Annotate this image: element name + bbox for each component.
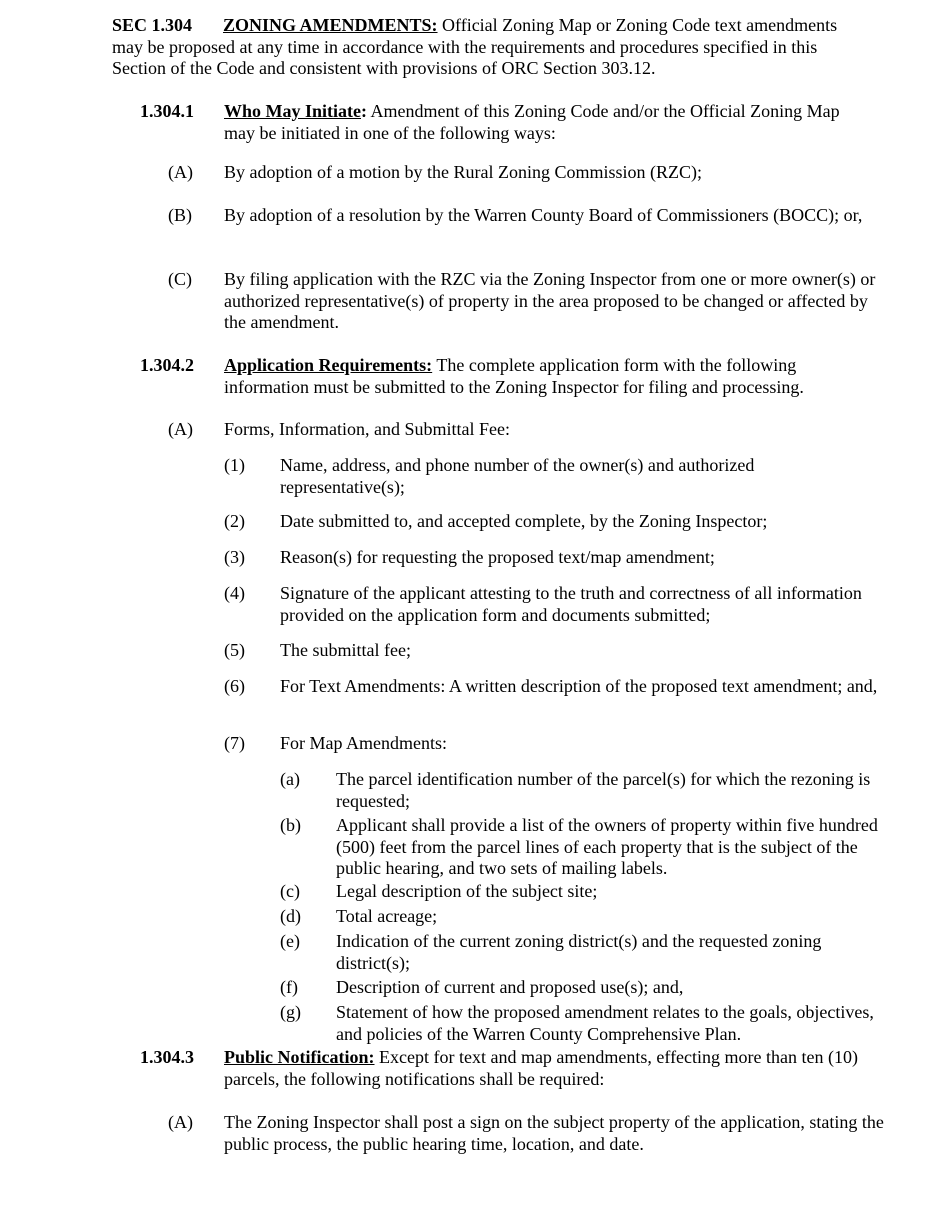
s2-item-a-label: (A) <box>168 419 193 439</box>
s2-sub-c-text: Legal description of the subject site; <box>336 881 598 901</box>
s2-sub-f-text: Description of current and proposed use(s); and, <box>336 977 684 997</box>
s1-item-c-text: By filing application with the RZC via the Zoning Inspector from one or more owner(s) or authorized representative(s) of property in the area proposed to be changed or affected by the amendment. <box>224 269 876 332</box>
subsection-3-number: 1.304.3 <box>140 1047 194 1067</box>
section-intro-text <box>112 15 872 80</box>
s2-list-7-label: (7) <box>224 733 245 753</box>
s2-list-4-label: (4) <box>224 583 245 603</box>
s2-sub-b-label: (b) <box>280 815 301 835</box>
s3-item-a-label: (A) <box>168 1112 193 1132</box>
s2-list-7-text: For Map Amendments: <box>280 733 447 753</box>
s2-sub-g-label: (g) <box>280 1002 301 1022</box>
subsection-1-number: 1.304.1 <box>140 101 194 121</box>
s2-sub-f-label: (f) <box>280 977 298 997</box>
s2-list-4-text: Signature of the applicant attesting to the truth and correctness of all information provided on the application form and documents submitted; <box>280 583 862 625</box>
subsection-2-heading <box>224 355 834 398</box>
subsection-1-text: Amendment of this Zoning Code and/or the Official Zoning Map may be initiated in one of the following ways: <box>224 101 840 143</box>
subsection-3-title: Public Notification: <box>224 1047 375 1067</box>
subsection-2-text: The complete application form with the following information must be submitted to the Zoning Inspector for filing and processing. <box>224 355 804 397</box>
s2-sub-e-label: (e) <box>280 931 300 951</box>
s2-list-6-label: (6) <box>224 676 245 696</box>
s2-list-3-label: (3) <box>224 547 245 567</box>
s2-list-5-text: The submittal fee; <box>280 640 411 660</box>
subsection-1-title: Who May Initiate <box>224 101 361 121</box>
s2-item-a-text: Forms, Information, and Submittal Fee: <box>224 419 510 439</box>
s2-list-2-label: (2) <box>224 511 245 531</box>
s3-item-a-text: The Zoning Inspector shall post a sign on the subject property of the application, stating the public process, the public hearing time, location, and date. <box>224 1112 884 1154</box>
s2-sub-a-text: The parcel identification number of the parcel(s) for which the rezoning is requested; <box>336 769 871 811</box>
section-intro <box>112 15 872 80</box>
s2-sub-g-text: Statement of how the proposed amendment relates to the goals, objectives, and policies of the Warren County Comprehensive Plan. <box>336 1002 874 1044</box>
subsection-3-text: Except for text and map amendments, effecting more than ten (10) parcels, the following notifications shall be required: <box>224 1047 858 1089</box>
s1-item-b-text: By adoption of a resolution by the Warren County Board of Commissioners (BOCC); or, <box>224 205 863 225</box>
section-title: ZONING AMENDMENTS: <box>223 15 438 35</box>
subsection-1-heading <box>224 101 874 144</box>
s2-sub-c-label: (c) <box>280 881 300 901</box>
s2-sub-d-label: (d) <box>280 906 301 926</box>
s2-list-1-label: (1) <box>224 455 245 475</box>
s1-item-a-text: By adoption of a motion by the Rural Zoning Commission (RZC); <box>224 162 702 182</box>
section-intro-body: Official Zoning Map or Zoning Code text amendments may be proposed at any time in accordance with the requirements and procedures specified in this Section of the Code and consistent with provisions of ORC Section 303.12. <box>112 15 838 78</box>
subsection-3-heading <box>224 1047 888 1090</box>
s2-sub-e-text: Indication of the current zoning district(s) and the requested zoning district(s); <box>336 931 822 973</box>
s1-item-b-label: (B) <box>168 205 192 225</box>
subsection-1-colon: : <box>361 101 367 121</box>
subsection-2-number: 1.304.2 <box>140 355 194 375</box>
s2-list-3-text: Reason(s) for requesting the proposed text/map amendment; <box>280 547 715 567</box>
s2-list-2-text: Date submitted to, and accepted complete, by the Zoning Inspector; <box>280 511 768 531</box>
s1-item-c-label: (C) <box>168 269 192 289</box>
s2-sub-d-text: Total acreage; <box>336 906 438 926</box>
s1-item-a-label: (A) <box>168 162 193 182</box>
section-number: SEC 1.304 <box>112 15 193 35</box>
s2-list-1-text: Name, address, and phone number of the owner(s) and authorized representative(s); <box>280 455 755 497</box>
s2-sub-a-label: (a) <box>280 769 300 789</box>
subsection-2-title: Application Requirements: <box>224 355 433 375</box>
s2-list-6-text: For Text Amendments: A written description of the proposed text amendment; and, <box>280 676 878 696</box>
s2-list-5-label: (5) <box>224 640 245 660</box>
s2-sub-b-text: Applicant shall provide a list of the owners of property within five hundred (500) feet from the parcel lines of each property that is the subject of the public hearing, and two sets of mailing labels. <box>336 815 878 878</box>
